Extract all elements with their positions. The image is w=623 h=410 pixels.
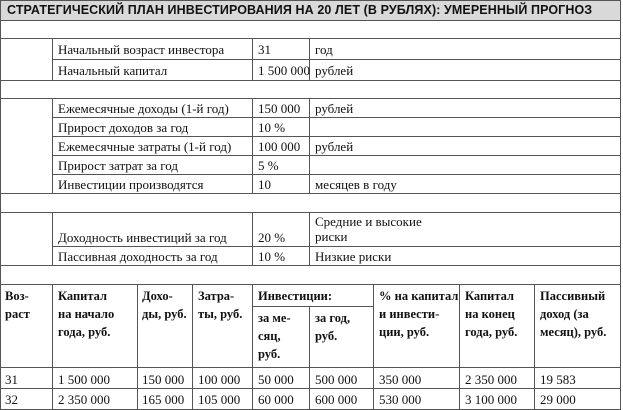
divider xyxy=(52,136,621,137)
divider xyxy=(52,246,621,247)
divider xyxy=(52,284,53,409)
divider xyxy=(0,388,621,389)
divider xyxy=(0,284,621,285)
table-cell-capital-start: 2 350 000 xyxy=(58,392,110,407)
header-inv-month: за ме- сяц, руб. xyxy=(258,311,291,361)
header-pct-capital: % на капитал и инвести- ции, руб. xyxy=(379,289,459,339)
param-label-passive-yield: Пассивная доходность за год xyxy=(58,249,218,264)
param-label-monthly-income: Ежемесячные доходы (1-й год) xyxy=(58,101,229,116)
param-label-monthly-expenses: Ежемесячные затраты (1-й год) xyxy=(58,139,232,154)
table-cell-capital-end: 3 100 000 xyxy=(465,392,517,407)
divider xyxy=(137,284,138,409)
param-value-invest-months: 10 xyxy=(258,177,271,192)
param-label-start-age: Начальный возраст инвестора xyxy=(58,42,225,57)
table-cell-inv-month: 60 000 xyxy=(258,392,294,407)
param-value-monthly-expenses: 100 000 xyxy=(258,139,301,154)
param-value-start-age: 31 xyxy=(258,42,271,57)
header-capital-end: Капитал на конец года, руб. xyxy=(465,289,518,339)
divider xyxy=(0,38,621,39)
header-investments: Инвестиции: xyxy=(258,289,333,303)
param-value-income-growth: 10 % xyxy=(258,120,286,135)
header-inv-year: за год, руб. xyxy=(315,311,351,343)
param-unit-start-capital: рублей xyxy=(315,63,354,78)
divider xyxy=(252,212,253,265)
divider xyxy=(0,212,621,213)
table-cell-pct-capital: 350 000 xyxy=(379,372,422,387)
table-cell-capital-start: 1 500 000 xyxy=(58,372,110,387)
table-cell-inv-year: 500 000 xyxy=(315,372,358,387)
divider xyxy=(52,155,621,156)
divider xyxy=(0,265,621,266)
divider xyxy=(52,174,621,175)
divider xyxy=(309,212,310,265)
divider xyxy=(252,98,253,193)
table-cell-expenses: 105 000 xyxy=(198,392,241,407)
divider xyxy=(252,38,253,80)
divider xyxy=(0,367,621,368)
table-cell-age: 31 xyxy=(5,372,18,387)
divider xyxy=(192,284,193,409)
param-label-income-growth: Прирост доходов за год xyxy=(58,120,189,135)
divider xyxy=(309,306,310,409)
param-note-invest-yield-1: Средние и высокие xyxy=(315,214,422,229)
table-cell-income: 150 000 xyxy=(142,372,185,387)
divider xyxy=(0,80,621,81)
divider xyxy=(309,98,310,193)
header-expenses: Затра- ты, руб. xyxy=(198,289,243,321)
table-cell-capital-end: 2 350 000 xyxy=(465,372,517,387)
param-label-invest-yield: Доходность инвестиций за год xyxy=(58,230,227,245)
divider xyxy=(52,117,621,118)
table-cell-inv-year: 600 000 xyxy=(315,392,358,407)
divider xyxy=(52,38,53,80)
param-note-passive-yield: Низкие риски xyxy=(315,249,392,264)
param-value-expense-growth: 5 % xyxy=(258,158,279,173)
param-value-passive-yield: 10 % xyxy=(258,249,286,264)
param-value-monthly-income: 150 000 xyxy=(258,101,301,116)
param-label-start-capital: Начальный капитал xyxy=(58,63,168,78)
param-value-start-capital: 1 500 000 xyxy=(258,63,310,78)
divider xyxy=(252,284,253,409)
divider xyxy=(252,306,373,307)
table-cell-passive-income: 29 000 xyxy=(540,392,576,407)
divider xyxy=(459,284,460,409)
divider xyxy=(52,59,621,60)
header-income: Дохо- ды, руб. xyxy=(142,289,187,321)
divider xyxy=(52,212,53,265)
divider xyxy=(52,98,53,193)
param-label-invest-months: Инвестиции производятся xyxy=(58,177,204,192)
param-unit-monthly-income: рублей xyxy=(315,101,354,116)
header-capital-start: Капитал на начало года, руб. xyxy=(58,289,115,339)
param-unit-monthly-expenses: рублей xyxy=(315,139,354,154)
param-note-invest-yield-2: риски xyxy=(315,229,348,244)
title-bar xyxy=(0,0,621,21)
document-title: СТРАТЕГИЧЕСКИЙ ПЛАН ИНВЕСТИРОВАНИЯ НА 20 ЛЕТ (В РУБЛЯХ): УМЕРЕННЫЙ ПРОГНОЗ xyxy=(7,3,593,17)
divider xyxy=(373,284,374,409)
header-age: Воз- раст xyxy=(5,289,30,321)
table-cell-passive-income: 19 583 xyxy=(540,372,576,387)
divider xyxy=(534,284,535,409)
table-cell-inv-month: 50 000 xyxy=(258,372,294,387)
divider xyxy=(0,98,621,99)
table-cell-age: 32 xyxy=(5,392,18,407)
divider xyxy=(0,193,621,194)
table-cell-pct-capital: 530 000 xyxy=(379,392,422,407)
param-unit-start-age: год xyxy=(315,42,333,57)
table-cell-income: 165 000 xyxy=(142,392,185,407)
table-cell-expenses: 100 000 xyxy=(198,372,241,387)
param-label-expense-growth: Прирост затрат за год xyxy=(58,158,179,173)
header-passive-income: Пассивный доход (за месяц), руб. xyxy=(540,289,607,339)
param-unit-invest-months: месяцев в году xyxy=(315,177,397,192)
param-value-invest-yield: 20 % xyxy=(258,230,286,245)
